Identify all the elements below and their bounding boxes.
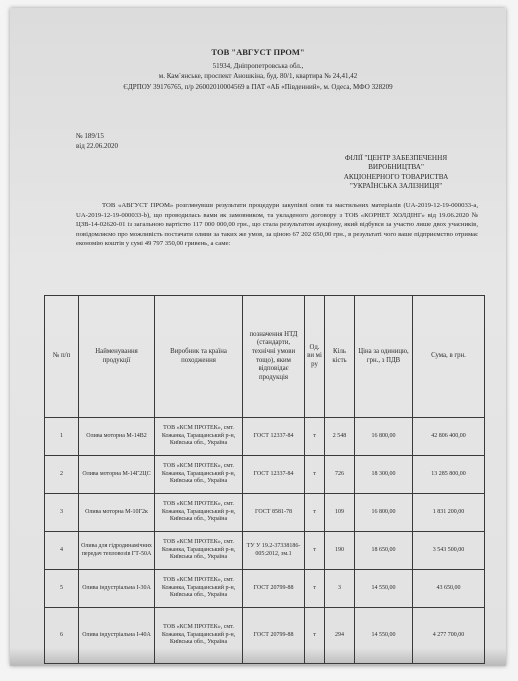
cell-ntd: ГОСТ 20799-88	[243, 608, 305, 664]
cell-ntd: ГОСТ 8581-78	[243, 494, 305, 532]
cell-name: Олива індустріальна І-30А	[79, 570, 155, 608]
recipient-block	[306, 154, 486, 192]
address-line-1: 51934, Дніпропетровська обл.,	[212, 62, 304, 70]
cell-name: Олива індустріальна І-40А	[79, 608, 155, 664]
cell-name: Олива моторна М-10Г2к	[79, 494, 155, 532]
letter-page	[10, 8, 506, 666]
cell-ntd: ГОСТ 20799-88	[243, 570, 305, 608]
cell-sum: 3 543 500,00	[413, 532, 485, 570]
cell-num: 1	[45, 418, 79, 456]
cell-ntd: ТУ У 19.2-37338186-005:2012, зм.1	[243, 532, 305, 570]
cell-qty: 726	[325, 456, 355, 494]
cell-num: 3	[45, 494, 79, 532]
cell-maker: ТОВ «КСМ ПРОТЕК», смт. Кожанка, Таращанський р-н, Київська обл., Україна	[155, 570, 243, 608]
cell-qty: 294	[325, 608, 355, 664]
recipient-line-2: ВИРОБНИЦТВА"	[368, 163, 424, 172]
cell-maker: ТОВ «КСМ ПРОТЕК», смт. Кожанка, Таращанський р-н, Київська обл., Україна	[155, 608, 243, 664]
cell-price: 14 550,00	[355, 570, 413, 608]
cell-unit: т	[305, 570, 325, 608]
cell-unit: т	[305, 456, 325, 494]
cell-qty: 2 548	[325, 418, 355, 456]
cell-name: Олива для гідродинамічних передач тепловозів ГТ-50А	[79, 532, 155, 570]
cell-sum: 13 285 800,00	[413, 456, 485, 494]
cell-price: 16 800,00	[355, 418, 413, 456]
address-line-2: м. Кам`янське, проспект Аношкіна, буд. 80/1, квартира № 24,41,42	[158, 72, 358, 80]
table-row	[45, 570, 485, 608]
cell-ntd: ГОСТ 12337-84	[243, 456, 305, 494]
cell-unit: т	[305, 532, 325, 570]
cell-qty: 190	[325, 532, 355, 570]
header-qty: Кіль кість	[325, 296, 355, 418]
recipient-line-1: ФІЛІЇ "ЦЕНТР ЗАБЕЗПЕЧЕННЯ	[344, 154, 448, 162]
header-price: Ціна за одиницю, грн., з ПДВ	[355, 296, 413, 418]
table-header-row	[45, 296, 485, 418]
table-row	[45, 456, 485, 494]
cell-num: 5	[45, 570, 79, 608]
cell-unit: т	[305, 494, 325, 532]
cell-num: 6	[45, 608, 79, 664]
cell-price: 18 300,00	[355, 456, 413, 494]
photo-shadow	[10, 648, 506, 666]
cell-sum: 42 806 400,00	[413, 418, 485, 456]
cell-price: 18 650,00	[355, 532, 413, 570]
cell-name: Олива моторна М-14В2	[79, 418, 155, 456]
table-row	[45, 532, 485, 570]
reference-date: від 22.06.2020	[76, 142, 119, 150]
cell-sum: 1 831 200,00	[413, 494, 485, 532]
cell-price: 16 800,00	[355, 494, 413, 532]
recipient-line-3: АКЦІОНЕРНОГО ТОВАРИСТВА	[343, 172, 449, 181]
header-num: № п/п	[45, 296, 79, 418]
cell-num: 2	[45, 456, 79, 494]
cell-maker: ТОВ «КСМ ПРОТЕК», смт. Кожанка, Таращанський р-н, Київська обл., Україна	[155, 532, 243, 570]
header-unit: Од. ви мі ру	[305, 296, 325, 418]
cell-name: Олива моторна М-14Г2ЦС	[79, 456, 155, 494]
cell-sum: 4 277 700,00	[413, 608, 485, 664]
company-name: ТОВ "АВГУСТ ПРОМ"	[211, 47, 305, 57]
header-maker: Виробник та країна походження	[155, 296, 243, 418]
header-sum: Сума, в грн.	[413, 296, 485, 418]
letter-body: ТОВ «АВГУСТ ПРОМ» розглянувши результати процедури закупівлі олив та мастильних матеріалів (UA-2019-12-19-000033-а, UA-2019-12-19-000033-b), що проводилась вами як замовником, та укладеного договору з ТОВ «КОРНЕТ ХОЛДІНГ» від 19.06.2020 № ЦЗВ-14-02620-01 із загальною вартістю 117 000 000,00 грн., що стала результатом аукціону, який відбувся за участю лише двох учасників, повідомляємо про можливість постачати оливи за таких же умов, за ціною 67 202 650,00 грн., в результаті чого ваше підприємство отримає економію коштів у сумі 49 797 350,00 гривень, а саме:	[76, 202, 478, 247]
cell-price: 14 550,00	[355, 608, 413, 664]
cell-ntd: ГОСТ 12337-84	[243, 418, 305, 456]
header-name: Найменування продукції	[79, 296, 155, 418]
cell-sum: 43 650,00	[413, 570, 485, 608]
cell-unit: т	[305, 418, 325, 456]
cell-qty: 109	[325, 494, 355, 532]
cell-qty: 3	[325, 570, 355, 608]
cell-maker: ТОВ «КСМ ПРОТЕК», смт. Кожанка, Таращанський р-н, Київська обл., Україна	[155, 418, 243, 456]
edrpou-line: ЄДРПОУ 39176765, п/р 26002010004569 в ПАТ «АБ «Південний», м. Одеса, МФО 328209	[123, 83, 393, 91]
products-table	[44, 295, 485, 664]
cell-maker: ТОВ «КСМ ПРОТЕК», смт. Кожанка, Таращанський р-н, Київська обл., Україна	[155, 494, 243, 532]
cell-unit: т	[305, 608, 325, 664]
cell-maker: ТОВ «КСМ ПРОТЕК», смт. Кожанка, Таращанський р-н, Київська обл., Україна	[155, 456, 243, 494]
table-row	[45, 494, 485, 532]
cell-num: 4	[45, 532, 79, 570]
header-ntd: позначення НТД (стандарти, технічні умови тощо), яким відповідає продукція	[243, 296, 305, 418]
recipient-line-4: "УКРАЇНСЬКА ЗАЛІЗНИЦЯ"	[349, 182, 443, 191]
table-row	[45, 418, 485, 456]
reference-number: № 189/15	[76, 132, 104, 140]
